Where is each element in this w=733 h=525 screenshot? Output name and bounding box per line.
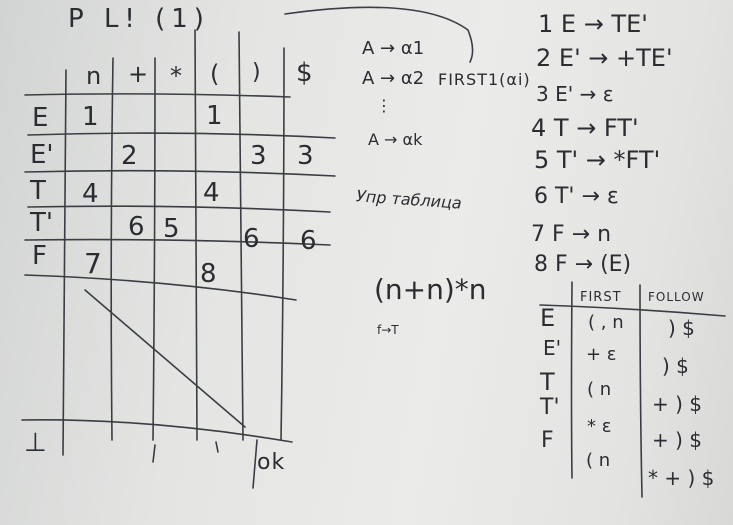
expression-note: f→T <box>377 323 399 337</box>
ff-row-header: F <box>541 428 554 453</box>
ll-row-header: T <box>30 176 46 206</box>
grammar-rule: 8 F → (E) <box>534 252 632 277</box>
first-cell: ( n <box>587 379 612 400</box>
ll-cell: 3 <box>297 141 314 171</box>
first-cell: ( , n <box>588 312 624 333</box>
grammar-rule: 2 E' → +TE' <box>536 44 673 72</box>
first-cell: ( n <box>586 450 611 471</box>
ll-cell: 5 <box>163 214 180 244</box>
ll-row-header: E' <box>30 140 54 170</box>
follow-cell: + ) $ <box>652 392 702 416</box>
follow-cell: + ) $ <box>652 428 702 452</box>
first-cell: + ε <box>586 344 617 365</box>
follow-header: FOLLOW <box>648 290 705 304</box>
ll-cell: 2 <box>121 141 138 171</box>
ll-col-header: $ <box>296 58 313 88</box>
follow-cell: * + ) $ <box>648 466 715 490</box>
ll-cell: 4 <box>203 178 220 208</box>
ll-cell: 7 <box>84 247 102 280</box>
ll-cell: 4 <box>82 179 99 209</box>
grammar-rule: 4 T → FT' <box>531 114 639 142</box>
ff-row-header: T <box>540 368 555 396</box>
ll-col-header: * <box>170 62 182 90</box>
follow-cell: ) $ <box>662 354 689 378</box>
follow-cell: ) $ <box>668 316 695 340</box>
ll-row-header: T' <box>30 208 54 238</box>
grammar-rule: 6 T' → ε <box>534 184 619 209</box>
rule-alpha-k: A → αk <box>368 130 423 149</box>
grammar-rule: 1 E → TE' <box>538 10 648 38</box>
ff-row-header: T' <box>540 395 560 420</box>
ll-cell: 1 <box>206 101 223 131</box>
ll-cell: 8 <box>200 259 217 289</box>
grammar-rule: 5 T' → *FT' <box>534 146 661 174</box>
ll-cell: 6 <box>243 224 260 254</box>
ll-col-header: ( <box>210 60 220 88</box>
first-header: FIRST <box>580 290 622 305</box>
ll-col-header: n <box>86 62 102 90</box>
example-expression: (n+n)*n <box>374 273 487 306</box>
ll-col-header: ) <box>252 60 261 85</box>
first-label: FIRST1(αi) <box>438 70 531 89</box>
ff-row-header: E' <box>543 336 562 360</box>
ll-cell: 6 <box>300 226 317 256</box>
ll-cell: 3 <box>250 141 267 171</box>
grammar-rule: 7 F → n <box>531 222 612 247</box>
bottom-marker: ⊥ <box>24 428 47 458</box>
first-cell: * ε <box>587 416 612 437</box>
rule-alpha-2: A → α2 <box>362 68 425 89</box>
control-table-label: Упр таблица <box>355 186 463 213</box>
ll-row-header: F <box>32 241 47 271</box>
rule-alpha-1: A → α1 <box>362 38 425 59</box>
grammar-rule: 3 E' → ε <box>536 82 614 106</box>
ll-row-header: E <box>32 103 49 133</box>
page-title: Р L! (1) <box>68 4 210 34</box>
ok-label: ok <box>257 450 286 475</box>
ll-col-header: + <box>128 60 149 88</box>
ellipsis: ⋮ <box>376 96 392 115</box>
ll-cell: 1 <box>82 102 99 132</box>
ll-cell: 6 <box>128 212 145 242</box>
ff-row-header: E <box>540 304 556 332</box>
